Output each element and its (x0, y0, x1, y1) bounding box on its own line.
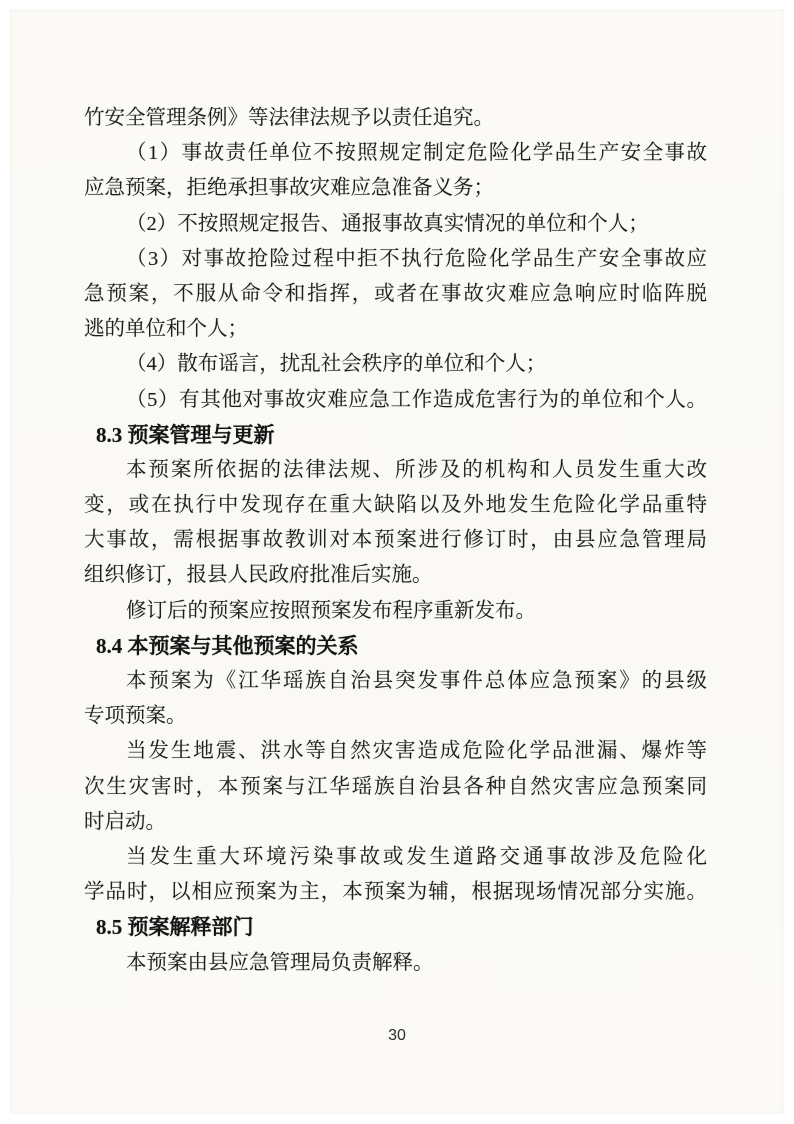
text-line: 时启动。 (84, 810, 166, 833)
text-line: （4）散布谣言，扰乱社会秩序的单位和个人； (126, 353, 547, 376)
text-line: 组织修订，报县人民政府批准后实施。 (84, 564, 433, 587)
text-line: （5）有其他对事故灾难应急工作造成危害行为的单位和个人。 (126, 388, 707, 411)
text-line: 本预案由县应急管理局负责解释。 (126, 951, 434, 974)
page-number: 30 (388, 1027, 406, 1044)
text-line: 变，或在执行中发现存在重大缺陷以及外地发生危险化学品重特 (84, 494, 707, 517)
text-line: 当发生地震、洪水等自然灾害造成危险化学品泄漏、爆炸等 (126, 740, 707, 763)
document-text (84, 101, 707, 981)
text-line: 本预案所依据的法律法规、所涉及的机构和人员发生重大改 (126, 458, 707, 481)
text-line: 大事故，需根据事故教训对本预案进行修订时，由县应急管理局 (84, 529, 707, 552)
section-heading: 8.4 本预案与其他预案的关系 (96, 633, 359, 658)
text-line: 应急预案，拒绝承担事故灾难应急准备义务； (84, 177, 494, 200)
section-heading: 8.5 预案解释部门 (96, 915, 254, 940)
text-line: （1）事故责任单位不按照规定制定危险化学品生产安全事故 (126, 142, 707, 165)
text-line: 竹安全管理条例》等法律法规予以责任追究。 (84, 107, 494, 129)
text-line: 学品时，以相应预案为主，本预案为辅，根据现场情况部分实施。 (84, 881, 707, 904)
text-line: 逃的单位和个人； (84, 318, 248, 341)
text-line: 修订后的预案应按照预案发布程序重新发布。 (126, 599, 537, 622)
text-line: （2）不按照规定报告、通报事故真实情况的单位和个人； (126, 212, 649, 235)
text-line: 次生灾害时，本预案与江华瑶族自治县各种自然灾害应急预案同 (84, 775, 707, 798)
paper-background (10, 9, 784, 1114)
text-line: 本预案为《江华瑶族自治县突发事件总体应急预案》的县级 (126, 670, 707, 692)
section-heading: 8.3 预案管理与更新 (96, 422, 275, 447)
text-line: 当发生重大环境污染事故或发生道路交通事故涉及危险化 (126, 845, 707, 868)
text-line: （3）对事故抢险过程中拒不执行危险化学品生产安全事故应 (126, 247, 707, 270)
text-line: 急预案，不服从命令和指挥，或者在事故灾难应急响应时临阵脱 (84, 282, 707, 305)
text-line: 专项预案。 (84, 705, 187, 728)
